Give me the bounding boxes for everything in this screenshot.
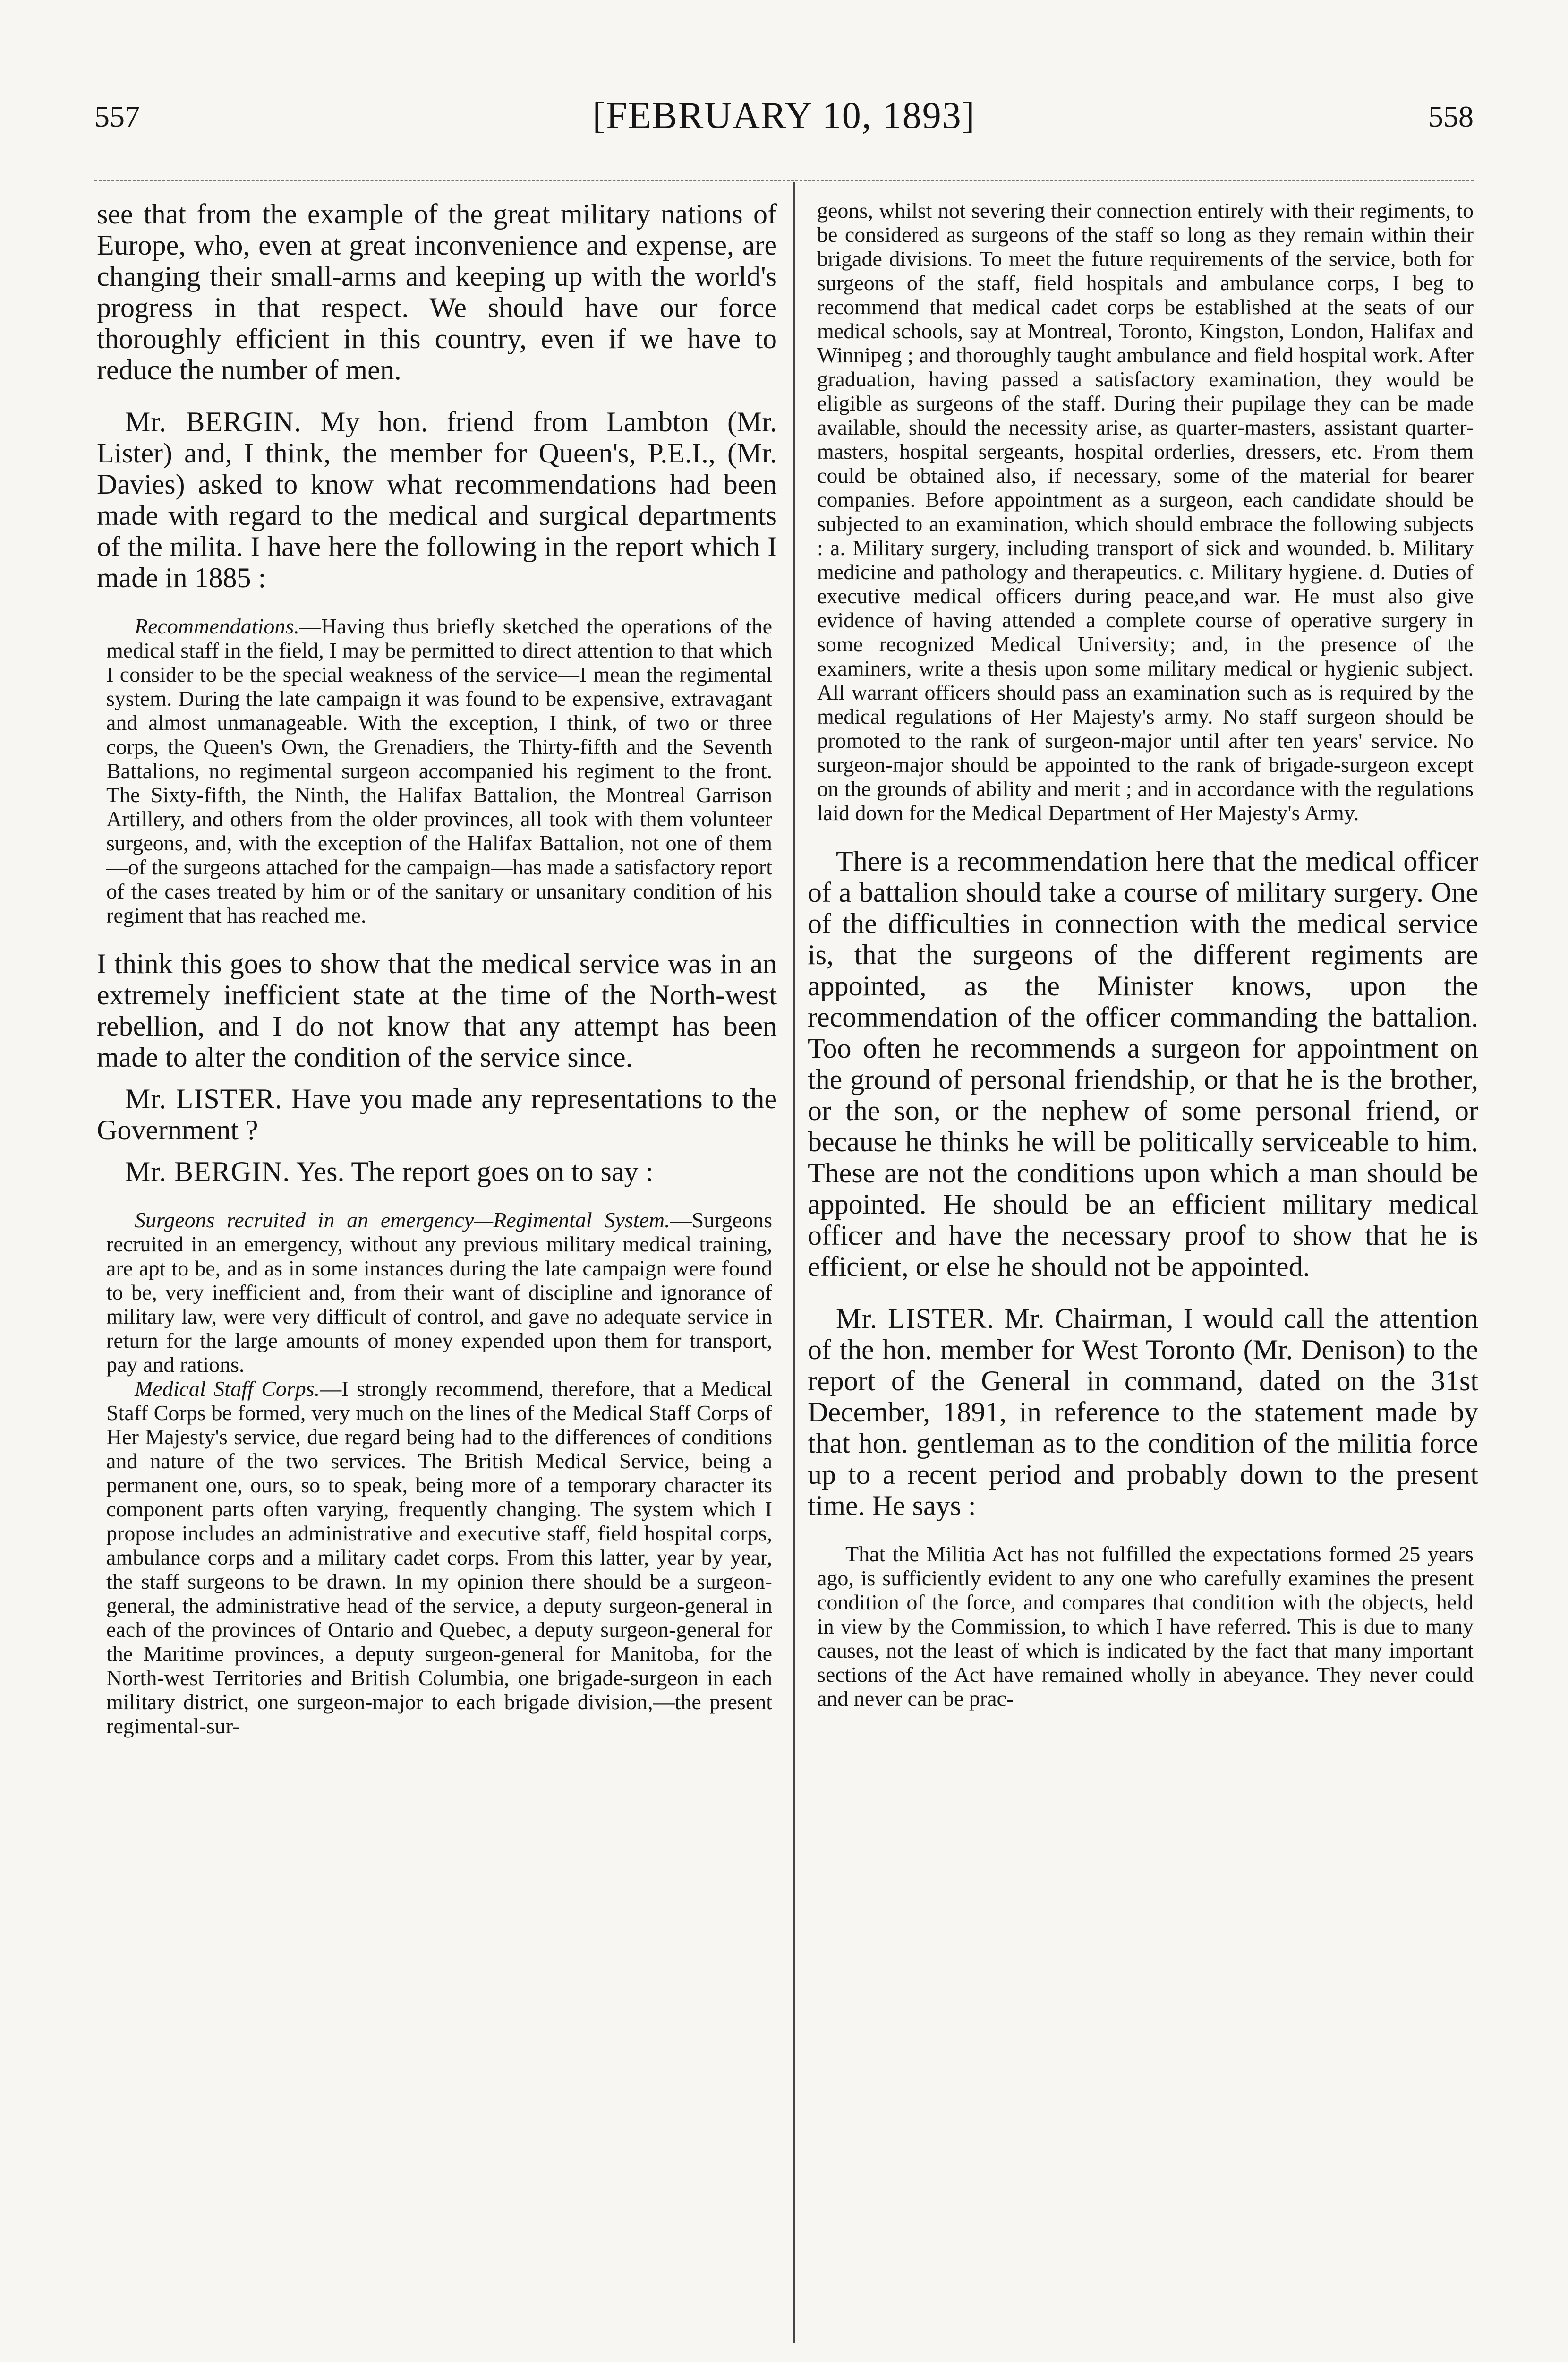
- quoted-report: [97, 614, 777, 927]
- paragraph: see that from the example of the great military nations of Europe, who, even at great inconvenience and expense, are changing their small-arms and keeping up with the world's progress in that respect. We should have our force thoroughly efficient in this country, even if we have to reduce the number of men.: [97, 198, 777, 385]
- quote-text: —Surgeons recruited in an emergency, without any previous military medical training, are apt to be, and as in some instances during the late campaign were found to be, very inefficient and, from their want of discipline and ignorance of military law, were very difficult of control, and gave no adequate service in return for the large amounts of money expended upon them for transport, pay and rations.: [106, 1208, 772, 1377]
- speaker-name: Mr. LISTER.: [836, 1303, 995, 1334]
- quote-text: —Having thus briefly sketched the operations of the medical staff in the field, I may be permitted to direct attention to that which I consider to be the special weakness of the service—I mean the regimental system. During the late campaign it was found to be expensive, extravagant and almost unmanageable. With the exception, I think, of two or three corps, the Queen's Own, the Grenadiers, the Thirty-fifth and the Seventh Battalions, no regimental surgeon accompanied his regiment to the front. The Sixty-fifth, the Ninth, the Halifax Battalion, the Montreal Garrison Artillery, and others from the older provinces, all took with them volunteer surgeons, and, with the exception of the Halifax Battalion, not one of them—of the surgeons attached for the campaign—has made a satisfactory report of the cases treated by him or of the sanitary or unsanitary condition of his regiment that has reached me.: [106, 614, 772, 927]
- paragraph: I think this goes to show that the medical service was in an extremely inefficient state at the time of the North-west rebellion, and I do not know that any attempt has been made to alter the condition of the service since.: [97, 948, 777, 1073]
- issue-date: [FEBRUARY 10, 1893]: [592, 95, 976, 137]
- paragraph: [97, 1156, 777, 1187]
- paragraph: [808, 1303, 1478, 1521]
- quote-text: —I strongly recommend, therefore, that a Medical Staff Corps be formed, very much on the lines of the Medical Staff Corps of Her Majesty's service, due regard being had to the differences of conditions and nature of the two services. The British Medical Service, being a permanent one, ours, so to speak, being more of a temporary character its component parts often varying, frequently changing. The system which I propose includes an administrative and executive staff, field hospital corps, ambulance corps and a military cadet corps. From this latter, year by year, the staff surgeons to be drawn. In my opinion there should be a surgeon-general, the administrative head of the service, a deputy surgeon-general in each of the provinces of Ontario and Quebec, a deputy surgeon-general for the Maritime provinces, a deputy surgeon-general for Manitoba, for the North-west Territories and British Columbia, one brigade-surgeon in each military district, one surgeon-major to each brigade division,—the present regimental-sur-: [106, 1377, 772, 1738]
- header-rule: [94, 180, 1474, 181]
- paragraph: There is a recommendation here that the medical officer of a battalion should take a course of military surgery. One of the difficulties in connection with the medical service is, that the surgeons of the different regiments are appointed, as the Minister knows, upon the recommendation of the officer commanding the battalion. Too often he recommends a surgeon for appointment on the ground of personal friendship, or that he is the brother, or the son, or the nephew of some personal friend, or because he thinks he will be politically serviceable to him. These are not the conditions upon which a man should be appointed. He should be an efficient military medical officer and have the necessary proof to show that he is efficient, or else he should not be appointed.: [808, 846, 1478, 1282]
- quoted-report: [97, 1377, 777, 1738]
- speech-text: My hon. friend from Lambton (Mr. Lister) and, I think, the member for Queen's, P.E.I., (Mr. Davies) asked to know what recommendations had been made with regard to the medical and surgical departments of the milita. I have here the following in the report which I made in 1885 :: [97, 406, 777, 593]
- speaker-name: Mr. BERGIN.: [125, 406, 302, 437]
- speech-text: Yes. The report goes on to say :: [290, 1156, 654, 1187]
- page-number-left: 557: [94, 100, 140, 133]
- page-number-right: 558: [1428, 100, 1474, 133]
- quote-heading: Medical Staff Corps.: [135, 1377, 320, 1401]
- speaker-name: Mr. LISTER.: [125, 1083, 283, 1114]
- speech-text: Mr. Chairman, I would call the attention of the hon. member for West Toronto (Mr. Denison) to the report of the General in command, dated on the 31st December, 1891, in reference to the statement made by that hon. gentleman as to the condition of the militia force up to a recent period and probably down to the present time. He says :: [808, 1303, 1478, 1521]
- paragraph: [97, 406, 777, 593]
- right-column: [808, 198, 1478, 2353]
- quoted-report: geons, whilst not severing their connection entirely with their regiments, to be considered as surgeons of the staff so long as they remain within their brigade divisions. To meet the future requirements of the service, both for surgeons of the staff, field hospitals and ambulance corps, I beg to recommend that medical cadet corps be established at the seats of our medical schools, say at Montreal, Toronto, Kingston, London, Halifax and Winnipeg ; and thoroughly taught ambulance and field hospital work. After graduation, having passed a satisfactory examination, they would be eligible as surgeons of the staff. During their pupilage they can be made available, should the necessity arise, as quarter-masters, assistant quarter-masters, hospital sergeants, hospital orderlies, dressers, etc. From them could be obtained also, if necessary, some of the material for bearer companies. Before appointment as a surgeon, each candidate should be subjected to an examination, which should embrace the following subjects : a. Military surgery, including transport of sick and wounded. b. Military medicine and pathology and therapeutics. c. Military hygiene. d. Duties of executive medical officers during peace,and war. He must also give evidence of having attended a complete course of operative surgery in some recognized Medical University; and, in the presence of the examiners, write a thesis upon some military medical or hygienic subject. All warrant officers should pass an examination such as is required by the medical regulations of Her Majesty's army. No staff surgeon should be promoted to the rank of surgeon-major until after ten years' service. No surgeon-major should be appointed to the rank of brigade-surgeon except on the grounds of ability and merit ; and in accordance with the regulations laid down for the Medical Department of Her Majesty's Army.: [817, 198, 1474, 825]
- quote-heading: Recommendations.: [135, 614, 299, 638]
- quoted-report: [97, 1208, 777, 1377]
- left-column: [97, 198, 777, 2353]
- speech-text: Have you made any representations to the Government ?: [97, 1083, 777, 1146]
- paragraph: [97, 1083, 777, 1146]
- column-divider: [793, 182, 795, 2343]
- speaker-name: Mr. BERGIN.: [125, 1156, 290, 1187]
- quote-heading: Surgeons recruited in an emergency—Regimental System.: [135, 1208, 670, 1232]
- page-header: [94, 94, 1474, 146]
- quoted-report: That the Militia Act has not fulfilled the expectations formed 25 years ago, is sufficiently evident to any one who carefully examines the present condition of the force, and compares that condition with the objects, held in view by the Commission, to which I have referred. This is due to many causes, not the least of which is indicated by the fact that many important sections of the Act have remained wholly in abeyance. They never could and never can be prac-: [817, 1542, 1474, 1711]
